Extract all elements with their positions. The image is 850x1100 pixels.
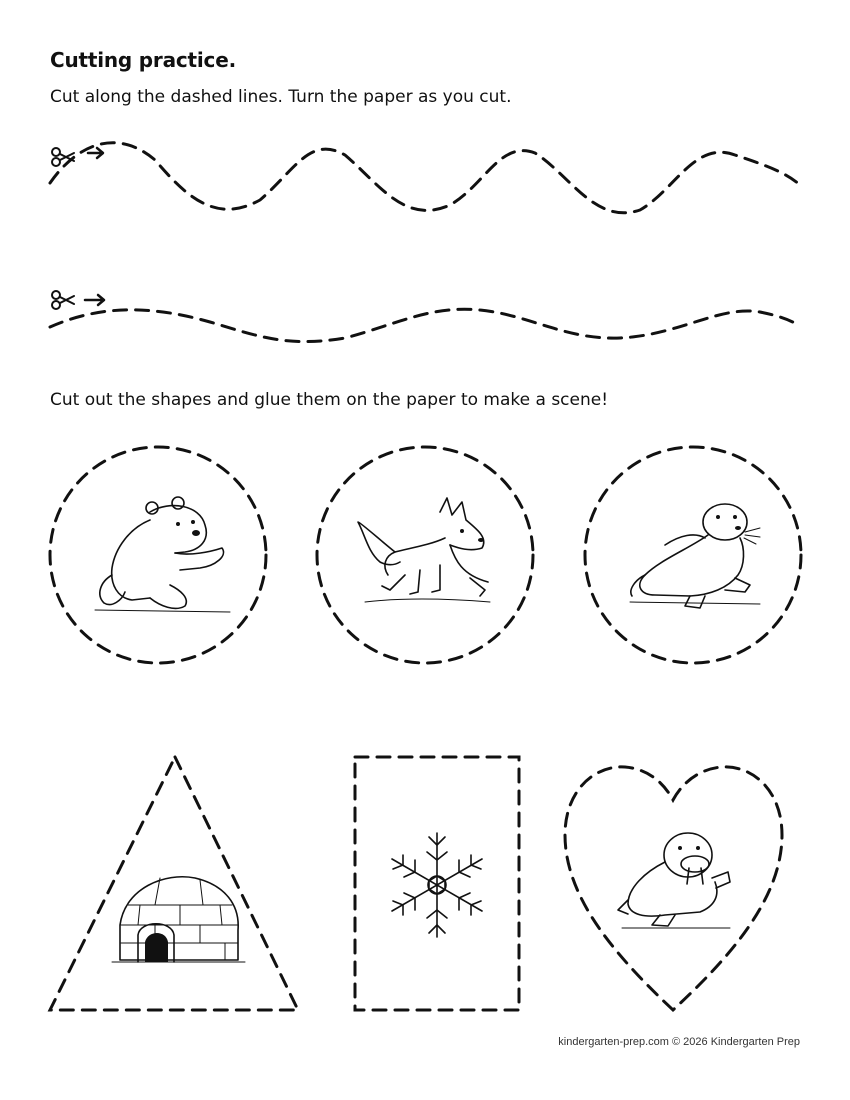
walrus-icon — [618, 833, 730, 928]
heart-cutout-walrus[interactable] — [565, 767, 782, 1010]
circle-cutout-arctic-fox[interactable] — [317, 447, 533, 663]
rectangle-cutout-snowflake[interactable] — [355, 757, 519, 1010]
wavy-line-2[interactable] — [50, 309, 798, 341]
scissors-icon — [52, 291, 74, 309]
arctic-fox-icon — [358, 498, 490, 602]
arrow-right-icon — [88, 148, 103, 158]
triangle-cutout-igloo[interactable] — [50, 757, 298, 1010]
circle-cutout-seal[interactable] — [585, 447, 801, 663]
polar-bear-icon — [95, 497, 230, 612]
wavy-line-1[interactable] — [50, 143, 800, 213]
circle-cutout-polar-bear[interactable] — [50, 447, 266, 663]
arrow-right-icon — [85, 295, 104, 305]
scissors-icon — [52, 148, 74, 166]
instruction-lines: Cut along the dashed lines. Turn the paper as you cut. — [50, 87, 512, 107]
snowflake-icon — [392, 833, 482, 937]
page-title: Cutting practice. — [50, 48, 236, 72]
footer-credit: kindergarten-prep.com © 2026 Kindergarten Prep — [558, 1036, 800, 1048]
igloo-icon — [112, 877, 245, 962]
instruction-shapes: Cut out the shapes and glue them on the paper to make a scene! — [50, 390, 609, 410]
seal-icon — [630, 504, 760, 608]
